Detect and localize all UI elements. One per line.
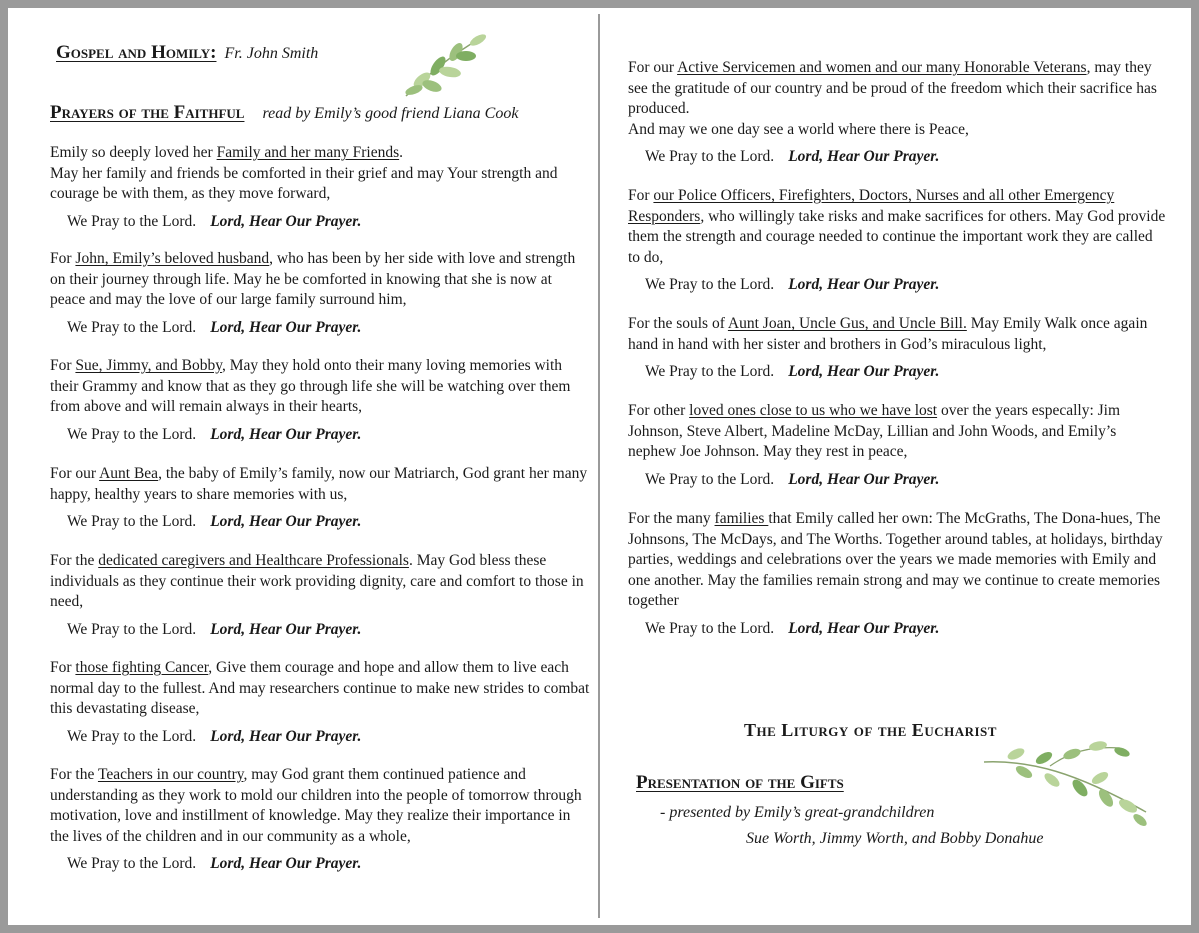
prayer-subject: families xyxy=(714,510,769,527)
gospel-heading: Gospel and Homily: xyxy=(56,42,217,63)
prayer-text: For xyxy=(50,659,76,676)
prayer-subject: loved ones close to us who we have lost xyxy=(689,402,938,419)
prayer-item xyxy=(628,186,1168,296)
response-call: We Pray to the Lord. xyxy=(67,318,197,336)
prayer-response xyxy=(50,425,590,446)
prayer-text: over the years especally: Jim Johnson, Steve Albert, Madeline McDay, Lillian and John Woods, and Emily’s nephew Joe Johnson. May they rest in peace, xyxy=(628,402,1121,460)
column-divider xyxy=(598,14,600,918)
prayer-item xyxy=(50,551,590,640)
prayer-text: , may they see the gratitude of our country and be proud of the freedom which their sacrifice has produced. And may we one day see a world where there is Peace, xyxy=(628,59,1157,138)
gifts-presented-by: - presented by Emily’s great-grandchildren xyxy=(660,804,935,821)
prayer-subject: Active Servicemen and women and our many Honorable Veterans xyxy=(677,59,1087,76)
prayers-heading-row xyxy=(50,102,518,124)
prayer-text: May Emily Walk once again hand in hand with her sister and brothers in God’s miraculous light, xyxy=(628,315,1148,353)
prayer-text: , who has been by her side with love and strength on their journey through life. May he be comforted in knowing that she is now at peace and may the love of our large family surround him, xyxy=(50,250,576,308)
prayer-item xyxy=(50,249,590,338)
response-call: We Pray to the Lord. xyxy=(67,212,197,230)
prayer-response xyxy=(50,620,590,641)
prayers-heading: Prayers of the Faithful xyxy=(50,102,245,123)
response-call: We Pray to the Lord. xyxy=(645,276,775,293)
prayers-reader: read by Emily’s good friend Liana Cook xyxy=(262,105,519,122)
leaf-sprig-icon xyxy=(398,30,490,100)
prayer-response xyxy=(50,854,590,875)
response-answer: Lord, Hear Our Prayer. xyxy=(210,212,362,230)
prayer-text: For xyxy=(50,250,76,267)
prayer-response xyxy=(50,727,590,748)
response-call: We Pray to the Lord. xyxy=(67,620,197,638)
response-answer: Lord, Hear Our Prayer. xyxy=(788,276,940,293)
prayer-response xyxy=(50,512,590,533)
response-call: We Pray to the Lord. xyxy=(67,855,197,872)
prayer-subject: John, Emily’s beloved husband xyxy=(75,250,270,267)
liturgy-heading: The Liturgy of the Eucharist xyxy=(744,720,997,740)
gifts-heading: Presentation of the Gifts xyxy=(636,772,844,793)
prayer-text: . May God bless these individuals as they continue their work providing dignity, care and comfort to those in need, xyxy=(50,552,584,610)
prayer-response xyxy=(50,318,590,339)
response-call: We Pray to the Lord. xyxy=(645,363,775,380)
response-call: We Pray to the Lord. xyxy=(645,619,775,637)
response-call: We Pray to the Lord. xyxy=(645,148,775,165)
response-answer: Lord, Hear Our Prayer. xyxy=(788,363,940,380)
prayer-item xyxy=(628,58,1168,168)
prayer-text: , may God grant them continued patience and understanding as they work to mold our children into the people of tomorrow through motivation, love and instillment of knowledge. May they realize their importance in the lives of the children and in our community as a whole, xyxy=(50,766,582,845)
prayer-text: For xyxy=(628,187,654,204)
prayer-text: For the many xyxy=(628,510,715,527)
prayer-text: , who willingly take risks and make sacrifices for others. May God provide them the strength and courage needed to continue the important work they are called to do, xyxy=(628,207,1166,266)
response-answer: Lord, Hear Our Prayer. xyxy=(210,318,362,336)
program-page xyxy=(8,8,1191,925)
prayer-item xyxy=(50,143,590,232)
response-answer: Lord, Hear Our Prayer. xyxy=(210,727,362,745)
response-answer: Lord, Hear Our Prayer. xyxy=(788,619,940,637)
prayer-response xyxy=(628,147,1168,168)
prayer-text: Emily so deeply loved her xyxy=(50,144,217,161)
prayer-subject: Teachers in our country xyxy=(97,766,244,783)
leaf-branch-icon xyxy=(980,732,1152,828)
response-answer: Lord, Hear Our Prayer. xyxy=(788,148,940,165)
prayer-subject: our Police Officers, Firefighters, Doctors, Nurses and all other Emergency Responders xyxy=(628,187,1115,225)
gifts-presenters: Sue Worth, Jimmy Worth, and Bobby Donahue xyxy=(746,830,1044,847)
prayer-item xyxy=(50,356,590,445)
prayer-text: . May her family and friends be comforted in their grief and may Your strength and courage be with them, as they move forward, xyxy=(50,144,558,202)
prayer-item xyxy=(50,464,590,533)
prayer-text: For the xyxy=(50,766,98,783)
response-call: We Pray to the Lord. xyxy=(67,513,197,530)
gospel-heading-row xyxy=(56,42,318,64)
response-answer: Lord, Hear Our Prayer. xyxy=(210,620,362,638)
prayer-response xyxy=(628,362,1168,383)
prayer-subject: Aunt Joan, Uncle Gus, and Uncle Bill. xyxy=(727,315,967,332)
gospel-homilist: Fr. John Smith xyxy=(224,45,319,62)
prayer-text: , the baby of Emily’s family, now our Matriarch, God grant her many happy, healthy years to share memories with us, xyxy=(50,465,588,503)
response-answer: Lord, Hear Our Prayer. xyxy=(788,470,940,488)
prayer-response xyxy=(50,212,590,233)
response-answer: Lord, Hear Our Prayer. xyxy=(210,425,362,443)
prayer-text: For the xyxy=(50,552,99,569)
prayer-subject: those fighting Cancer xyxy=(75,659,209,676)
gifts-heading-row xyxy=(636,772,844,794)
prayer-subject: Family and her many Friends xyxy=(216,144,400,161)
response-call: We Pray to the Lord. xyxy=(67,727,197,745)
prayer-subject: dedicated caregivers and Healthcare Professionals xyxy=(98,552,409,569)
response-answer: Lord, Hear Our Prayer. xyxy=(210,513,362,530)
prayer-text: For other xyxy=(628,402,690,419)
prayer-item xyxy=(628,314,1168,383)
prayer-text: that Emily called her own: The McGraths, The Dona-hues, The Johnsons, The McDays, and The Worths. Together around tables, at holidays, birthday parties, weddings and celebrations over the years we made memories with Emily and one another. May the families remain strong and may we continue to create memories together xyxy=(628,510,1163,609)
prayer-subject: Aunt Bea xyxy=(99,465,159,482)
response-call: We Pray to the Lord. xyxy=(645,470,775,488)
response-answer: Lord, Hear Our Prayer. xyxy=(210,855,362,872)
prayer-item xyxy=(628,401,1168,490)
prayer-item xyxy=(628,509,1168,639)
prayer-text: , May they hold onto their many loving memories with their Grammy and know that as they go through life she will be watching over them from above and will remain always in their hearts, xyxy=(50,357,571,415)
prayer-response xyxy=(628,619,1168,640)
prayer-item xyxy=(50,658,590,747)
response-call: We Pray to the Lord. xyxy=(67,425,197,443)
prayer-subject: Sue, Jimmy, and Bobby xyxy=(75,357,222,374)
prayer-response xyxy=(628,470,1168,491)
prayer-text: For our xyxy=(628,59,678,76)
prayer-text: , Give them courage and hope and allow them to live each normal day to the fullest. And may researchers continue to make new strides to combat this devastating disease, xyxy=(50,659,590,717)
prayer-item xyxy=(50,765,590,875)
prayer-response xyxy=(628,275,1168,296)
prayer-text: For xyxy=(50,357,76,374)
prayer-text: For our xyxy=(50,465,100,482)
prayer-text: For the souls of xyxy=(628,315,728,332)
